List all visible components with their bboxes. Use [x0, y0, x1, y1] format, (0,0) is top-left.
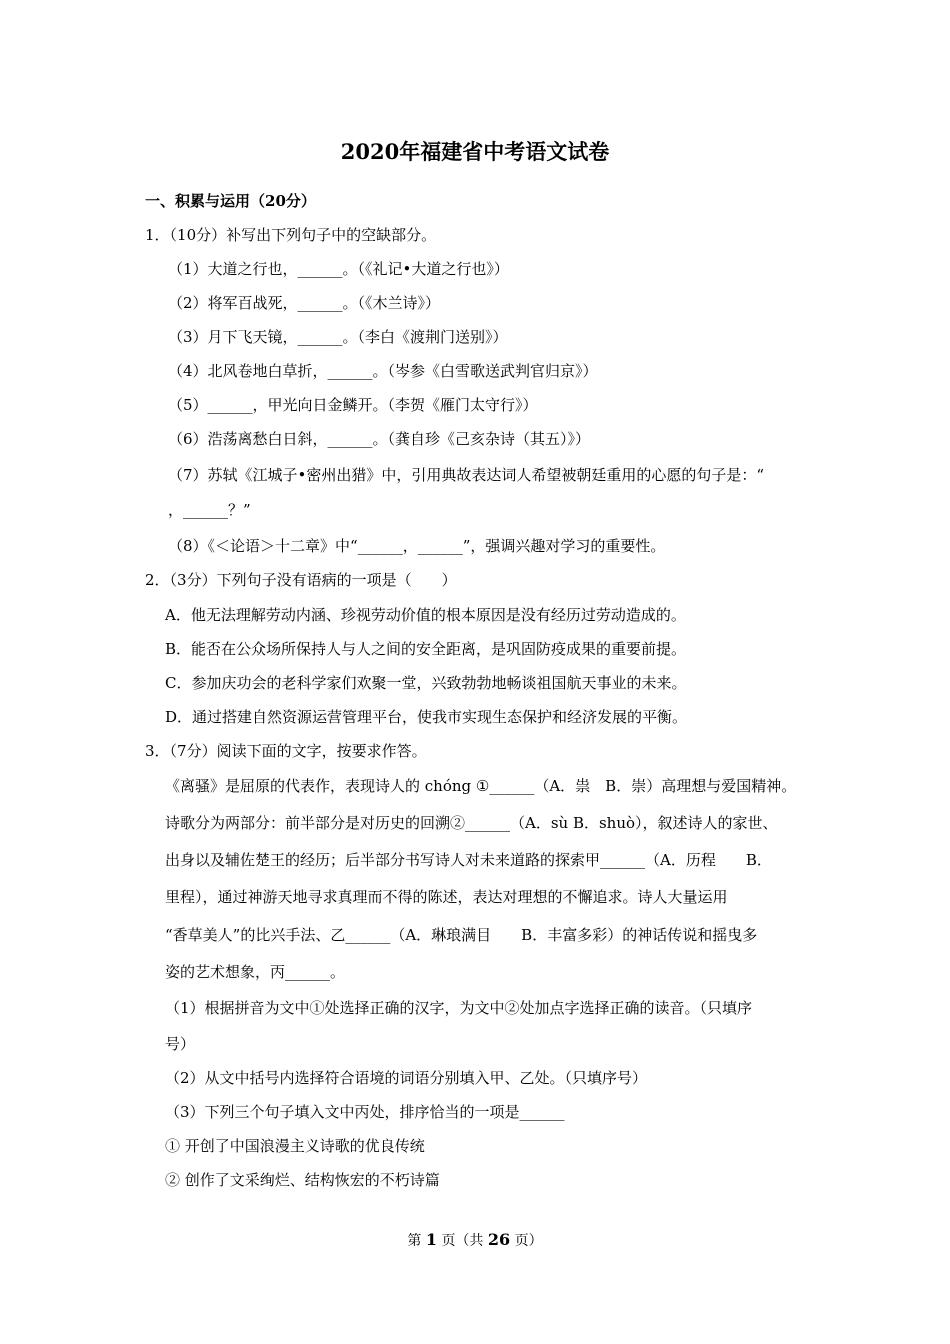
question-3-passage-line: 里程），通过神游天地寻求真理而不得的陈述，表达对理想的不懈追求。诗人大量运用 — [165, 888, 728, 906]
question-1-item: （1）大道之行也，______。（《礼记•大道之行也》） — [168, 260, 509, 278]
question-3-sub: ① 开创了中国浪漫主义诗歌的优良传统 — [165, 1137, 425, 1155]
footer-page-number: 1 — [425, 1230, 437, 1249]
section-heading: 一、积累与运用（20分） — [145, 192, 316, 210]
question-3-passage-line: 姿的艺术想象，丙______。 — [165, 963, 346, 981]
question-3-passage-line: 《离骚》是屈原的代表作，表现诗人的 chóng ①______（A．祟 B．崇）高理想与爱国精神。 — [165, 777, 797, 795]
question-2-option: A．他无法理解劳动内涵、珍视劳动价值的根本原因是没有经历过劳动造成的。 — [165, 606, 686, 624]
footer-total-pages: 26 — [487, 1230, 511, 1249]
question-1-item: （6）浩荡离愁白日斜，______。（龚自珍《己亥杂诗（其五）》） — [168, 430, 591, 448]
question-2-option: C．参加庆功会的老科学家们欢聚一堂，兴致勃勃地畅谈祖国航天事业的未来。 — [165, 674, 687, 692]
question-3-sub: （2）从文中括号内选择符合语境的词语分别填入甲、乙处。（只填序号） — [165, 1069, 648, 1087]
question-2-option: D．通过搭建自然资源运营管理平台，使我市实现生态保护和经济发展的平衡。 — [165, 708, 688, 726]
question-2-stem: 2．（3分）下列句子没有语病的一项是（ ） — [145, 571, 457, 589]
question-1-item: （3）月下飞天镜，______。（李白《渡荆门送别》） — [168, 328, 508, 346]
question-3-sub: （3）下列三个句子填入文中丙处，排序恰当的一项是______ — [165, 1103, 565, 1121]
footer-middle: 页（共 — [441, 1233, 484, 1249]
question-1-item: （8）《＜论语＞十二章》中“______，______”，强调兴趣对学习的重要性。 — [168, 537, 666, 555]
footer-suffix: 页） — [514, 1233, 543, 1249]
question-3-passage-line: 出身以及辅佐楚王的经历；后半部分书写诗人对未来道路的探索甲______（A．历程 B． — [165, 851, 772, 869]
question-1-stem: 1．（10分）补写出下列句子中的空缺部分。 — [145, 226, 437, 244]
question-1-item: （5）______，甲光向日金鳞开。（李贺《雁门太守行》） — [168, 396, 538, 414]
question-3-passage-line: 诗歌分为两部分：前半部分是对历史的回溯②______（A．sù B．shuò），叙述诗人的家世、 — [165, 814, 778, 832]
question-1-item: ，______？” — [168, 501, 251, 519]
question-3-sub: （1）根据拼音为文中①处选择正确的汉字，为文中②处加点字选择正确的读音。（只填序 — [165, 999, 753, 1017]
question-3-sub: 号） — [165, 1035, 196, 1053]
question-3-sub: ② 创作了文采绚烂、结构恢宏的不朽诗篇 — [165, 1171, 440, 1189]
question-1-item: （2）将军百战死，______。（《木兰诗》） — [168, 294, 441, 312]
question-1-item: （7）苏轼《江城子•密州出猎》中，引用典故表达词人希望被朝廷重用的心愿的句子是：“ — [168, 466, 765, 484]
page-title: 2020年福建省中考语文试卷 — [340, 139, 610, 164]
question-3-stem: 3．（7分）阅读下面的文字，按要求作答。 — [145, 742, 427, 760]
question-3-passage-line: “香草美人”的比兴手法、乙______（A．琳琅满目 B．丰富多彩）的神话传说和摇曳多 — [165, 926, 758, 944]
footer-prefix: 第 — [407, 1233, 422, 1249]
question-2-option: B．能否在公众场所保持人与人之间的安全距离，是巩固防疫成果的重要前提。 — [165, 640, 687, 658]
page-footer — [0, 1230, 950, 1250]
question-1-item: （4）北风卷地白草折，______。（岑参《白雪歌送武判官归京》） — [168, 362, 598, 380]
